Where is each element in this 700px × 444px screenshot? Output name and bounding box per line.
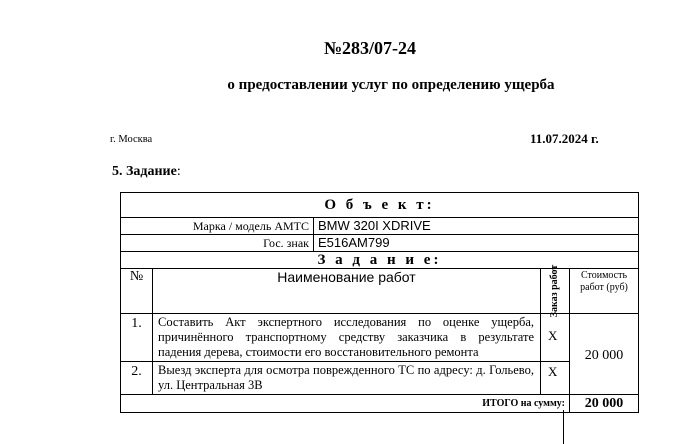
combined-cost: 20 000 — [570, 314, 639, 395]
task-title-row — [121, 252, 639, 269]
row-description: Выезд эксперта для осмотра поврежденного ТС по адресу: д. Гольево, ул. Центральная 3В — [153, 362, 541, 395]
row-order-mark: X — [541, 314, 570, 362]
document-number: №283/07-24 — [323, 38, 417, 58]
column-header-order-text: Заказ работ — [549, 264, 560, 318]
column-header-order — [541, 264, 570, 318]
table-row — [121, 362, 639, 395]
row-number: 2. — [121, 362, 153, 395]
object-value-plate: Е516АМ799 — [314, 235, 639, 252]
object-title: О б ъ е к т: — [121, 193, 639, 218]
table-row — [121, 314, 639, 362]
task-heading-text: 5. Задание — [112, 164, 177, 179]
row-order-mark: X — [541, 362, 570, 395]
object-row — [121, 218, 639, 235]
task-title: З а д а н и е: — [121, 252, 639, 269]
vertical-divider — [563, 410, 564, 444]
document-subtitle: о предоставлении услуг по определению ущерба — [227, 77, 555, 93]
task-section-heading — [112, 164, 181, 180]
total-row — [121, 395, 639, 413]
column-header-row — [121, 269, 639, 314]
document-date: 11.07.2024 г. — [530, 131, 599, 146]
column-header-name: Наименование работ — [153, 269, 541, 314]
row-number: 1. — [121, 314, 153, 362]
column-header-number: № — [121, 269, 153, 314]
object-row — [121, 235, 639, 252]
object-value-model: BMW 320I XDRIVE — [314, 218, 639, 235]
document-city: г. Москва — [110, 134, 153, 145]
column-header-cost: Стоимость работ (руб) — [570, 269, 639, 314]
row-description: Составить Акт экспертного исследования по оценке ущерба, причинённого транспортному средству заказчика в результате падения дерева, стоимости его восстановительного ремонта — [153, 314, 541, 362]
task-table — [120, 192, 639, 413]
total-label: ИТОГО на сумму: — [121, 395, 570, 413]
total-value: 20 000 — [570, 395, 639, 413]
object-title-row — [121, 193, 639, 218]
task-heading-colon: : — [176, 164, 181, 179]
object-label-plate: Гос. знак — [121, 235, 314, 252]
object-label-model: Марка / модель АМТС — [121, 218, 314, 235]
